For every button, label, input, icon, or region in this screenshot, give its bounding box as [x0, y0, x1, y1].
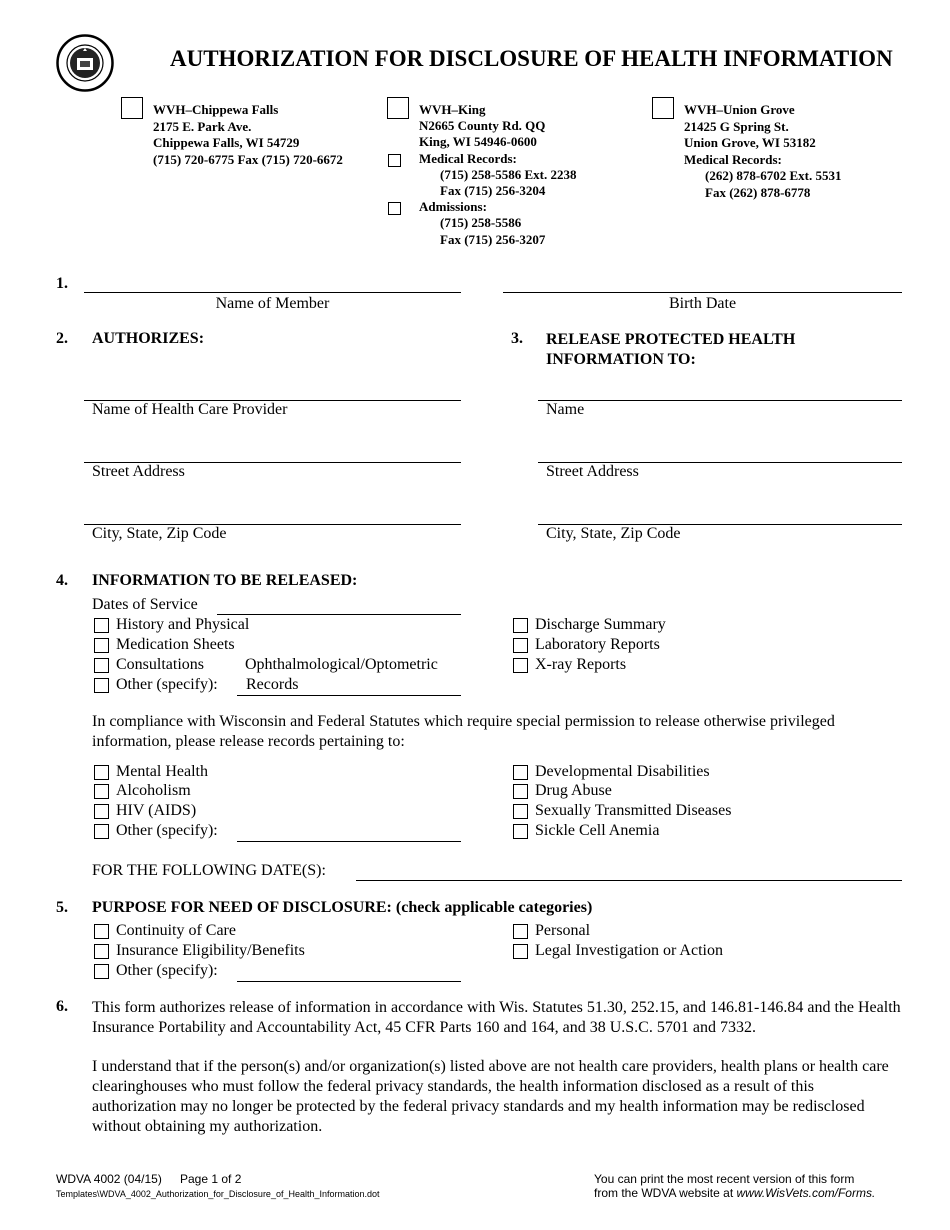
- discharge-summary-label: Discharge Summary: [535, 616, 666, 633]
- other-purpose-field[interactable]: [237, 981, 461, 982]
- page-title: AUTHORIZATION FOR DISCLOSURE OF HEALTH INFORMATION: [170, 46, 893, 71]
- other-info-label: Other (specify):: [116, 676, 218, 693]
- provider-street-label: Street Address: [92, 463, 185, 480]
- mental-health-label: Mental Health: [116, 763, 208, 780]
- consultations-label: Consultations: [116, 656, 205, 673]
- facility-chippewa-block: [153, 102, 343, 168]
- mental-health-checkbox[interactable]: [94, 765, 109, 780]
- history-physical-label: History and Physical: [116, 616, 250, 633]
- other-special-checkbox[interactable]: [94, 824, 109, 839]
- facility-king-adm-fax: Fax (715) 256-3207: [440, 231, 546, 247]
- birth-date-field[interactable]: [503, 292, 902, 293]
- alcoholism-label: Alcoholism: [116, 782, 191, 799]
- laboratory-reports-checkbox[interactable]: [513, 638, 528, 653]
- section3-number: 3.: [511, 330, 523, 347]
- section2-heading: AUTHORIZES:: [92, 330, 205, 347]
- print-notice-line1: You can print the most recent version of this form: [594, 1172, 855, 1186]
- laboratory-reports-label: Laboratory Reports: [535, 636, 660, 653]
- member-name-field[interactable]: [84, 292, 461, 293]
- facility-union-block: [684, 102, 842, 201]
- facility-king-addr2: King, WI 54946-0600: [419, 134, 537, 150]
- facility-union-checkbox[interactable]: [652, 97, 674, 119]
- provider-name-label: Name of Health Care Provider: [92, 401, 288, 418]
- section3-heading-line1: RELEASE PROTECTED HEALTH: [546, 331, 796, 348]
- provider-city-label: City, State, Zip Code: [92, 525, 227, 542]
- other-info-checkbox[interactable]: [94, 678, 109, 693]
- other-info-value[interactable]: Records: [246, 676, 299, 693]
- medication-sheets-label: Medication Sheets: [116, 636, 235, 653]
- personal-label: Personal: [535, 922, 591, 939]
- facility-king-name: WVH–King: [419, 102, 486, 117]
- dates-of-service-field[interactable]: [217, 614, 461, 615]
- other-special-field[interactable]: [237, 841, 461, 842]
- drug-abuse-checkbox[interactable]: [513, 784, 528, 799]
- recipient-name-label: Name: [546, 401, 585, 418]
- consultations-checkbox[interactable]: [94, 658, 109, 673]
- developmental-disabilities-label: Developmental Disabilities: [535, 763, 710, 780]
- form-id: WDVA 4002 (04/15): [56, 1172, 162, 1186]
- other-purpose-label: Other (specify):: [116, 962, 218, 979]
- following-dates-field[interactable]: [356, 880, 902, 881]
- compliance-text: In compliance with Wisconsin and Federal Statutes which require special permission to release otherwise privileged information, please release records pertaining to:: [92, 713, 835, 750]
- legal-investigation-checkbox[interactable]: [513, 944, 528, 959]
- print-notice: [594, 1172, 875, 1200]
- facility-king-med-label: Medical Records:: [419, 150, 517, 166]
- other-purpose-checkbox[interactable]: [94, 964, 109, 979]
- xray-reports-label: X-ray Reports: [535, 656, 627, 673]
- print-notice-line2: [594, 1186, 875, 1200]
- privacy-disclaimer-text: I understand that if the person(s) and/or organization(s) listed above are not health care providers, health plans or health care clearinghouses who must follow the federal privacy standards, the health information disclosed as a result of this authorization may no longer be protected by the federal privacy standards and my health information may be redisclosed without obtaining my authorization.: [92, 1058, 889, 1135]
- std-label: Sexually Transmitted Diseases: [535, 802, 732, 819]
- facility-chippewa-phone: (715) 720-6775 Fax (715) 720-6672: [153, 151, 343, 167]
- section4-number: 4.: [56, 572, 68, 589]
- continuity-care-checkbox[interactable]: [94, 924, 109, 939]
- facility-union-name: WVH–Union Grove: [684, 102, 795, 117]
- print-notice-prefix: from the WDVA website at: [594, 1186, 737, 1200]
- facility-union-med-fax: Fax (262) 878-6778: [705, 184, 811, 200]
- following-dates-label: FOR THE FOLLOWING DATE(S):: [92, 862, 326, 879]
- legal-investigation-label: Legal Investigation or Action: [535, 942, 723, 959]
- page-number: Page 1 of 2: [180, 1172, 242, 1186]
- section3-heading: [546, 330, 795, 370]
- section5-number: 5.: [56, 899, 68, 916]
- other-info-field[interactable]: [237, 695, 461, 696]
- member-name-label: Name of Member: [215, 295, 330, 312]
- section4-heading: INFORMATION TO BE RELEASED:: [92, 572, 358, 589]
- insurance-eligibility-label: Insurance Eligibility/Benefits: [116, 942, 305, 959]
- developmental-disabilities-checkbox[interactable]: [513, 765, 528, 780]
- std-checkbox[interactable]: [513, 804, 528, 819]
- facility-king-addr1: N2665 County Rd. QQ: [419, 118, 546, 134]
- facility-chippewa-name: WVH–Chippewa Falls: [153, 102, 279, 117]
- dates-of-service-label: Dates of Service: [92, 596, 198, 613]
- history-physical-checkbox[interactable]: [94, 618, 109, 633]
- section2-number: 2.: [56, 330, 68, 347]
- facility-king-med-phone: (715) 258-5586 Ext. 2238: [440, 166, 577, 182]
- facility-king-adm-label: Admissions:: [419, 199, 487, 215]
- facility-king-med-fax: Fax (715) 256-3204: [440, 183, 546, 199]
- recipient-street-label: Street Address: [546, 463, 639, 480]
- facility-king-block: [419, 102, 577, 248]
- authorization-statute-text: This form authorizes release of information in accordance with Wis. Statutes 51.30, 252.15, and 146.81-146.84 and the Health Insurance Portability and Accountability Act, 45 CFR Parts 160 and 164, and 38 U.S.C. 5701 and 7332.: [92, 999, 901, 1036]
- recipient-city-label: City, State, Zip Code: [546, 525, 681, 542]
- wdva-seal: [56, 34, 114, 92]
- section1-number: 1.: [56, 275, 68, 292]
- facility-union-addr2: Union Grove, WI 53182: [684, 135, 816, 150]
- continuity-care-label: Continuity of Care: [116, 922, 236, 939]
- sickle-cell-label: Sickle Cell Anemia: [535, 822, 660, 839]
- facility-king-checkbox[interactable]: [387, 97, 409, 119]
- section5-heading: PURPOSE FOR NEED OF DISCLOSURE: (check applicable categories): [92, 899, 593, 916]
- king-medical-records-checkbox[interactable]: [388, 154, 401, 167]
- facility-union-med-phone: (262) 878-6702 Ext. 5531: [705, 168, 842, 183]
- facility-king-adm-phone: (715) 258-5586: [440, 215, 522, 231]
- consultations-value[interactable]: Ophthalmological/Optometric: [245, 656, 438, 673]
- hiv-aids-checkbox[interactable]: [94, 804, 109, 819]
- king-admissions-checkbox[interactable]: [388, 202, 401, 215]
- xray-reports-checkbox[interactable]: [513, 658, 528, 673]
- section6-number: 6.: [56, 998, 68, 1015]
- facility-chippewa-checkbox[interactable]: [121, 97, 143, 119]
- drug-abuse-label: Drug Abuse: [535, 782, 612, 799]
- section3-heading-line2: INFORMATION TO:: [546, 351, 696, 368]
- hiv-aids-label: HIV (AIDS): [116, 802, 197, 819]
- other-special-label: Other (specify):: [116, 822, 218, 839]
- sickle-cell-checkbox[interactable]: [513, 824, 528, 839]
- birth-date-label: Birth Date: [668, 295, 737, 312]
- personal-checkbox[interactable]: [513, 924, 528, 939]
- facility-chippewa-addr1: 2175 E. Park Ave.: [153, 118, 252, 134]
- discharge-summary-checkbox[interactable]: [513, 618, 528, 633]
- wisvets-link[interactable]: www.WisVets.com/Forms.: [736, 1186, 876, 1200]
- facility-union-med-label: Medical Records:: [684, 151, 782, 167]
- template-path: Templates\WDVA_4002_Authorization_for_Disclosure_of_Health_Information.dot: [56, 1189, 380, 1199]
- medication-sheets-checkbox[interactable]: [94, 638, 109, 653]
- recipient-name-field[interactable]: [538, 400, 902, 401]
- alcoholism-checkbox[interactable]: [94, 784, 109, 799]
- facility-union-addr1: 21425 G Spring St.: [684, 118, 789, 134]
- insurance-eligibility-checkbox[interactable]: [94, 944, 109, 959]
- facility-chippewa-addr2: Chippewa Falls, WI 54729: [153, 135, 300, 150]
